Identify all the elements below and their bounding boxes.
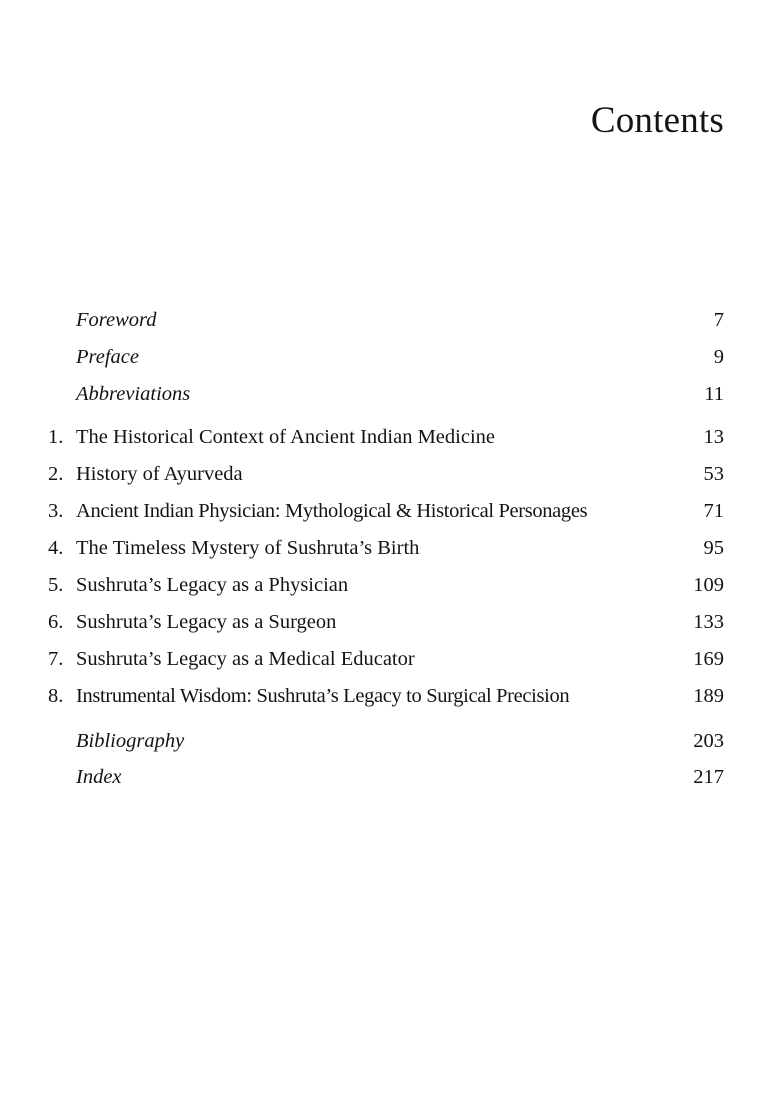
toc-entry-chapter-4[interactable]: [48, 534, 724, 562]
toc-entry-page: 189: [693, 685, 724, 707]
toc-entry-chapter-5[interactable]: [48, 571, 724, 599]
toc-entry-page: 13: [703, 426, 724, 448]
toc-entry-page: 11: [704, 383, 724, 405]
page-title: Contents: [590, 100, 724, 141]
toc-entry-chapter-7[interactable]: [48, 645, 724, 673]
chapter-number: 7.: [48, 648, 64, 670]
toc-entry-page: 217: [693, 766, 724, 788]
toc-entry-label: The Timeless Mystery of Sushruta’s Birth: [76, 537, 420, 559]
toc-entry-foreword[interactable]: [48, 306, 724, 334]
toc-entry-label: Sushruta’s Legacy as a Surgeon: [76, 611, 337, 633]
toc-entry-page: 71: [703, 500, 724, 522]
toc-entry-abbreviations[interactable]: [48, 380, 724, 408]
toc-entry-label: Sushruta’s Legacy as a Medical Educator: [76, 648, 415, 670]
toc-entry-chapter-8[interactable]: [48, 682, 724, 710]
chapter-number: 1.: [48, 426, 64, 448]
chapter-number: 2.: [48, 463, 64, 485]
toc-entry-label: History of Ayurveda: [76, 463, 243, 485]
toc-entry-label: Foreword: [76, 309, 157, 331]
toc-entry-page: 53: [703, 463, 724, 485]
toc-entry-page: 203: [693, 730, 724, 752]
toc-entry-label: Sushruta’s Legacy as a Physician: [76, 574, 349, 596]
chapter-number: 6.: [48, 611, 64, 633]
toc-entry-page: 133: [693, 611, 724, 633]
toc-entry-label: Preface: [76, 346, 139, 368]
toc-entry-label: Abbreviations: [76, 383, 191, 405]
toc-entry-label: Instrumental Wisdom: Sushruta’s Legacy to Surgical Precision: [76, 685, 570, 707]
toc-entry-page: 7: [713, 309, 724, 331]
toc-entry-page: 109: [693, 574, 724, 596]
toc-entry-page: 95: [703, 537, 724, 559]
toc-entry-chapter-3[interactable]: [48, 497, 724, 525]
chapter-number: 4.: [48, 537, 64, 559]
toc-entry-bibliography[interactable]: [48, 727, 724, 755]
toc-entry-page: 9: [713, 346, 724, 368]
toc-entry-preface[interactable]: [48, 343, 724, 371]
toc-entry-chapter-1[interactable]: [48, 423, 724, 451]
toc-entry-chapter-2[interactable]: [48, 460, 724, 488]
toc-entry-label: Ancient Indian Physician: Mythological & Historical Personages: [76, 500, 588, 522]
toc-entry-label: Index: [76, 766, 122, 788]
toc-entry-chapter-6[interactable]: [48, 608, 724, 636]
chapter-number: 8.: [48, 685, 64, 707]
chapter-number: 5.: [48, 574, 64, 596]
chapter-number: 3.: [48, 500, 64, 522]
toc-entry-index[interactable]: [48, 763, 724, 791]
toc-entry-label: The Historical Context of Ancient Indian Medicine: [76, 426, 495, 448]
toc-entry-label: Bibliography: [76, 730, 185, 752]
toc-entry-page: 169: [693, 648, 724, 670]
